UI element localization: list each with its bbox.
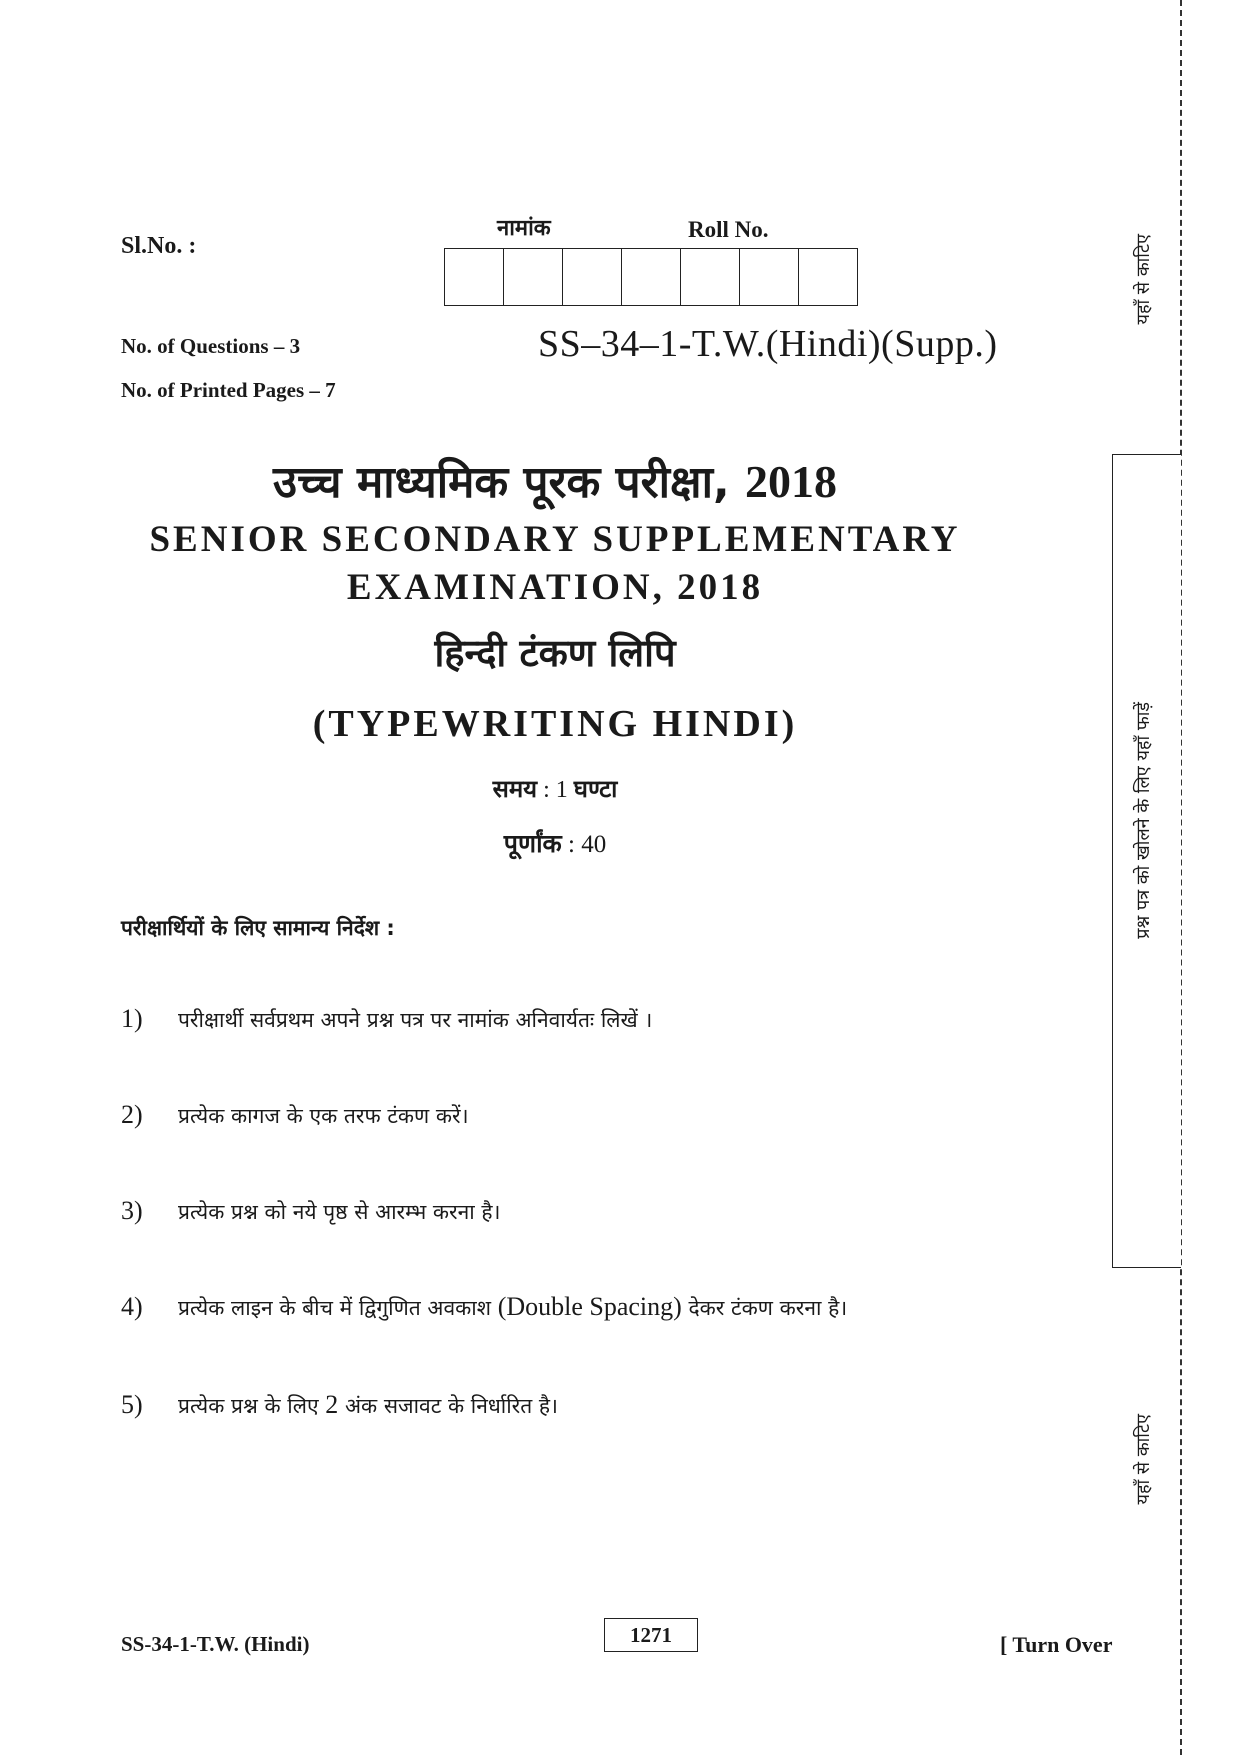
instruction-number: 3) xyxy=(121,1196,143,1225)
roll-number-label: Roll No. xyxy=(688,217,769,242)
roll-number-boxes xyxy=(444,248,858,306)
maximum-marks xyxy=(0,826,1110,860)
roll-number-box[interactable] xyxy=(681,249,740,305)
instruction-text: अंक सजावट के निर्धारित है। xyxy=(344,1394,559,1418)
roll-number-box[interactable] xyxy=(504,249,563,305)
marks-label: पूर्णांक xyxy=(503,829,562,858)
instruction-text-english: 2 xyxy=(325,1390,339,1419)
instruction-text: देकर टंकण करना है। xyxy=(688,1296,848,1320)
instruction-number: 2) xyxy=(121,1100,143,1129)
paper-code: SS–34–1-T.W.(Hindi)(Supp.) xyxy=(538,323,998,365)
instruction-item xyxy=(121,1390,558,1420)
roll-number-box[interactable] xyxy=(622,249,681,305)
instruction-item xyxy=(121,1292,847,1322)
instruction-item xyxy=(121,1100,469,1130)
english-subject-title: (TYPEWRITING HINDI) xyxy=(312,703,798,745)
roll-number-box[interactable] xyxy=(445,249,504,305)
instructions-heading: परीक्षार्थियों के लिए सामान्य निर्देश : xyxy=(121,916,395,940)
instruction-text: प्रत्येक लाइन के बीच में द्विगुणित अवकाश xyxy=(178,1296,491,1320)
time-label: समय xyxy=(492,775,538,803)
hindi-subject-title: हिन्दी टंकण लिपि xyxy=(434,631,676,675)
instruction-text: परीक्षार्थी सर्वप्रथम अपने प्रश्न पत्र पर नामांक अनिवार्यतः लिखें । xyxy=(178,1008,653,1032)
english-exam-title-line1: SENIOR SECONDARY SUPPLEMENTARY xyxy=(149,519,961,560)
time-unit: घण्टा xyxy=(573,775,618,803)
instruction-text: प्रत्येक प्रश्न के लिए xyxy=(178,1394,319,1418)
instruction-number: 4) xyxy=(121,1292,143,1321)
footer-page-number: 1271 xyxy=(604,1618,698,1652)
roll-number-box[interactable] xyxy=(563,249,622,305)
instruction-text: प्रत्येक कागज के एक तरफ टंकण करें। xyxy=(178,1104,469,1128)
footer-paper-code: SS-34-1-T.W. (Hindi) xyxy=(121,1632,310,1656)
instruction-item xyxy=(121,1196,500,1226)
instruction-item xyxy=(121,1004,652,1034)
serial-number-label: Sl.No. : xyxy=(121,233,197,259)
hindi-exam-name: उच्च माध्यमिक पूरक परीक्षा, xyxy=(272,457,730,508)
number-of-questions: No. of Questions – 3 xyxy=(121,334,301,358)
english-exam-title-line2: EXAMINATION, 2018 xyxy=(346,567,764,608)
exam-duration xyxy=(0,772,1110,805)
number-of-printed-pages: No. of Printed Pages – 7 xyxy=(121,378,336,402)
marks-value: : 40 xyxy=(568,831,607,858)
cut-here-label-top: यहाँ से काटिए xyxy=(1133,234,1154,325)
instruction-number: 5) xyxy=(121,1390,143,1419)
roll-number-box[interactable] xyxy=(799,249,857,305)
tear-here-label: प्रश्न पत्र को खोलने के लिए यहाँ फाड़ें xyxy=(1133,702,1154,939)
time-value: : 1 xyxy=(543,777,568,803)
exam-year: 2018 xyxy=(745,456,838,507)
namank-label: नामांक xyxy=(497,215,551,240)
instruction-text-english: (Double Spacing) xyxy=(497,1292,682,1321)
cut-here-label-bottom: यहाँ से काटिए xyxy=(1133,1414,1154,1505)
hindi-exam-title xyxy=(0,450,1110,510)
turn-over-label: [ Turn Over xyxy=(1000,1632,1113,1657)
instruction-text: प्रत्येक प्रश्न को नये पृष्ठ से आरम्भ करना है। xyxy=(178,1200,501,1224)
instruction-number: 1) xyxy=(121,1004,143,1033)
roll-number-box[interactable] xyxy=(740,249,799,305)
